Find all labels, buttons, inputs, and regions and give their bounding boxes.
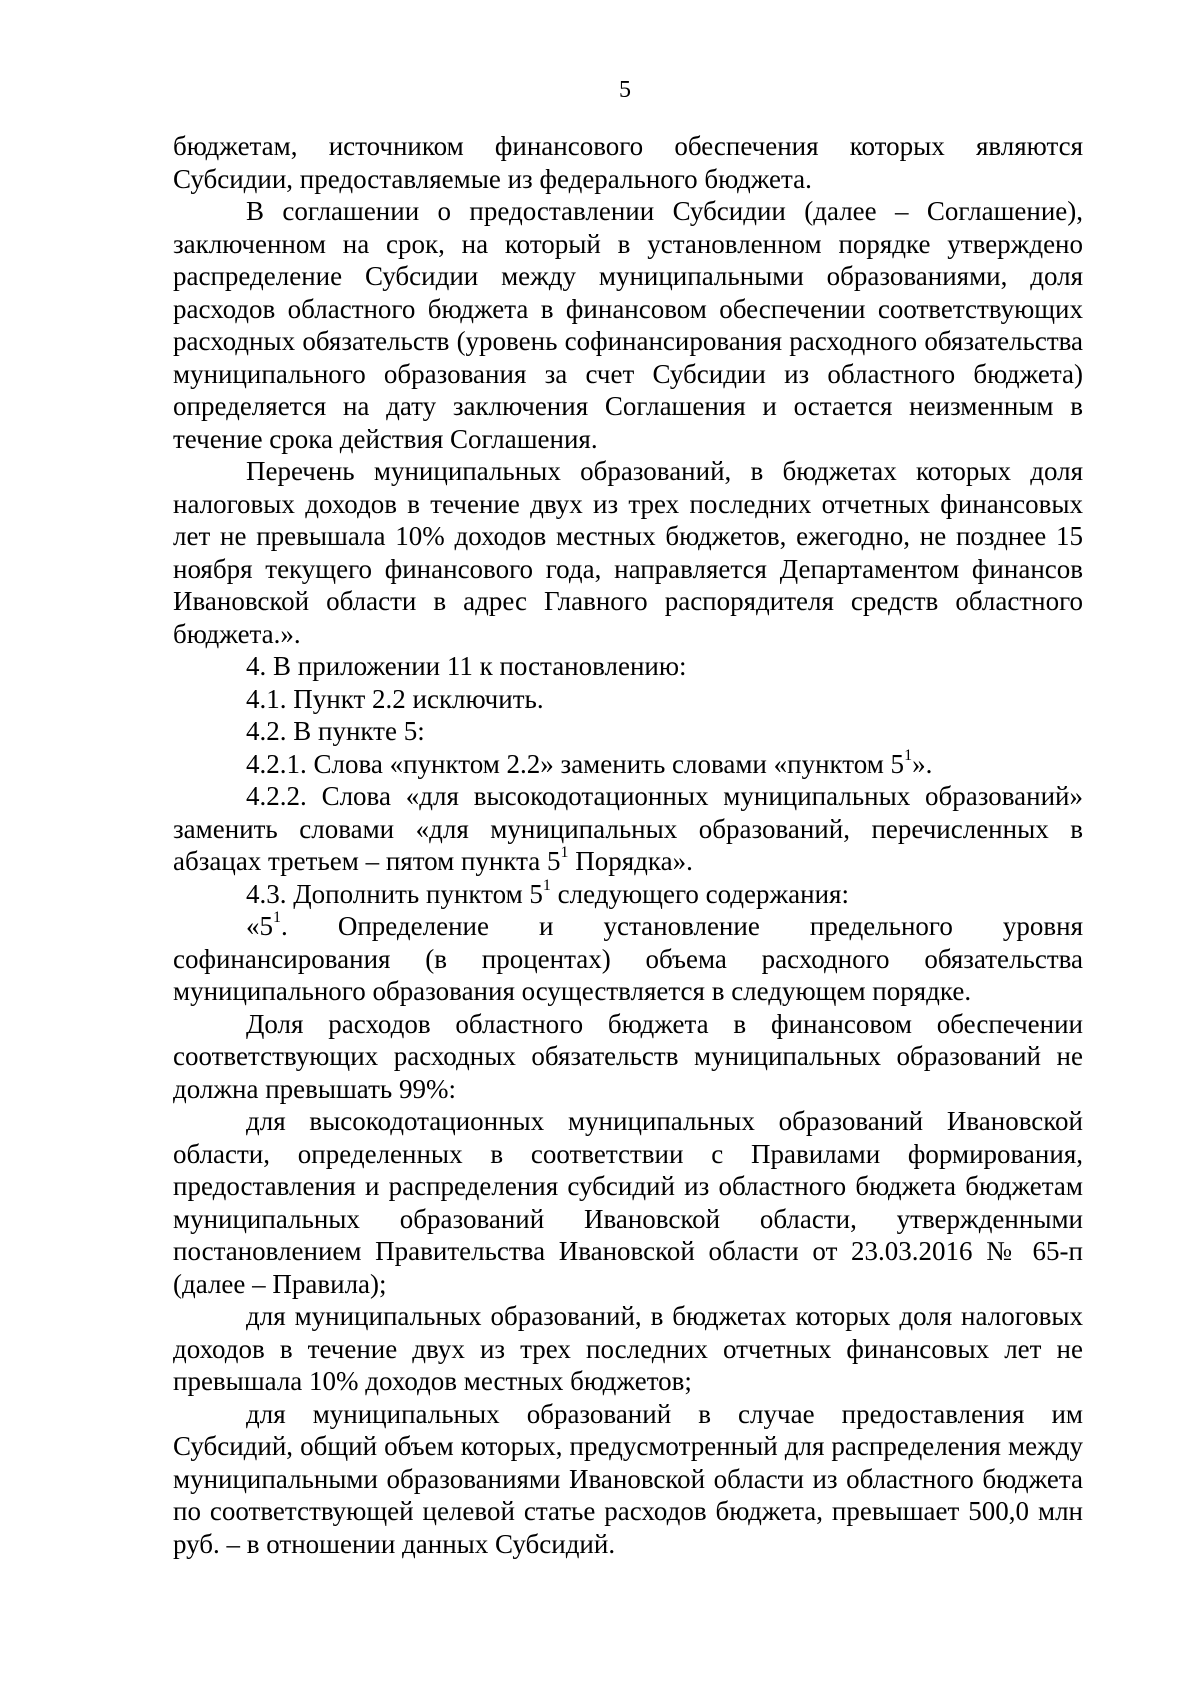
paragraph-12: для высокодотационных муниципальных образований Ивановской области, определенных в соответствии с Правилами формирования, предоставления и распределения субсидий из областного бюджета бюджетам муниципальных образований Ивановской области, утвержденными постановлением Правительства Ивановской области от 23.03.2016 № 65-п (далее – Правила); [173,1106,1083,1299]
paragraph-8-tail: Порядка». [568,846,693,876]
paragraph-1: бюджетам, источником финансового обеспечения которых являются Субсидии, предоставляемые из федерального бюджета. [173,131,1083,194]
paragraph-9-text: 4.3. Дополнить пунктом 5 [246,878,543,909]
paragraph-7 [173,748,1083,781]
paragraph-6: 4.2. В пункте 5: [246,716,425,746]
paragraph-5: 4.1. Пункт 2.2 исключить. [246,683,544,714]
paragraph-9-tail: следующего содержания: [550,878,849,909]
paragraph-7-text: 4.2.1. Слова «пунктом 2.2» заменить словами «пунктом 5 [246,748,905,779]
paragraph-13: для муниципальных образований, в бюджетах которых доля налоговых доходов в течение двух из трех последних отчетных финансовых лет не превышала 10% доходов местных бюджетов; [173,1301,1083,1396]
superscript-1: 1 [560,844,569,861]
paragraph-14: для муниципальных образований в случае предоставления им Субсидий, общий объем которых, предусмотренный для распределения между муниципальными образованиями Ивановской области из областного бюджета по соответствующей целевой статье расходов бюджета, превышает 500,0 млн руб. – в отношении данных Субсидий. [173,1398,1083,1559]
paragraph-8 [173,780,1083,878]
paragraph-3: Перечень муниципальных образований, в бюджетах которых доля налоговых доходов в течение двух из трех последних отчетных финансовых лет не превышала 10% доходов местных бюджетов, ежегодно, не позднее 15 ноября текущего финансового года, направляется Департаментом финансов Ивановской области в адрес Главного распорядителя средств областного бюджета.». [173,456,1083,649]
page-number: 5 [619,77,631,103]
paragraph-7-tail: ». [912,748,933,779]
superscript-1: 1 [904,746,913,764]
paragraph-8-text: 4.2.2. Слова «для высокодотационных муниципальных образований» заменить словами «для муниципальных образований, перечисленных в абзацах третьем – пятом пункта 5 [173,781,1083,876]
superscript-1: 1 [273,909,281,926]
document-body [173,130,1083,1560]
superscript-1: 1 [542,876,551,894]
paragraph-10-tail: . Определение и установление предельного уровня софинансирования (в процентах) объема расходного обязательства муниципального образования осуществляется в следующем порядке. [173,911,1083,1006]
paragraph-9 [173,878,1083,911]
paragraph-10-text: «5 [246,911,273,941]
paragraph-11: Доля расходов областного бюджета в финансовом обеспечении соответствующих расходных обязательств муниципальных образований не должна превышать 99%: [173,1008,1083,1104]
paragraph-10 [173,910,1083,1008]
paragraph-4: 4. В приложении 11 к постановлению: [246,651,687,681]
paragraph-2: В соглашении о предоставлении Субсидии (далее – Соглашение), заключенном на срок, на который в установленном порядке утверждено распределение Субсидии между муниципальными образованиями, доля расходов областного бюджета в финансовом обеспечении соответствующих расходных обязательств (уровень софинансирования расходного обязательства муниципального образования за счет Субсидии из областного бюджета) определяется на дату заключения Соглашения и остается неизменным в течение срока действия Соглашения. [173,196,1083,454]
